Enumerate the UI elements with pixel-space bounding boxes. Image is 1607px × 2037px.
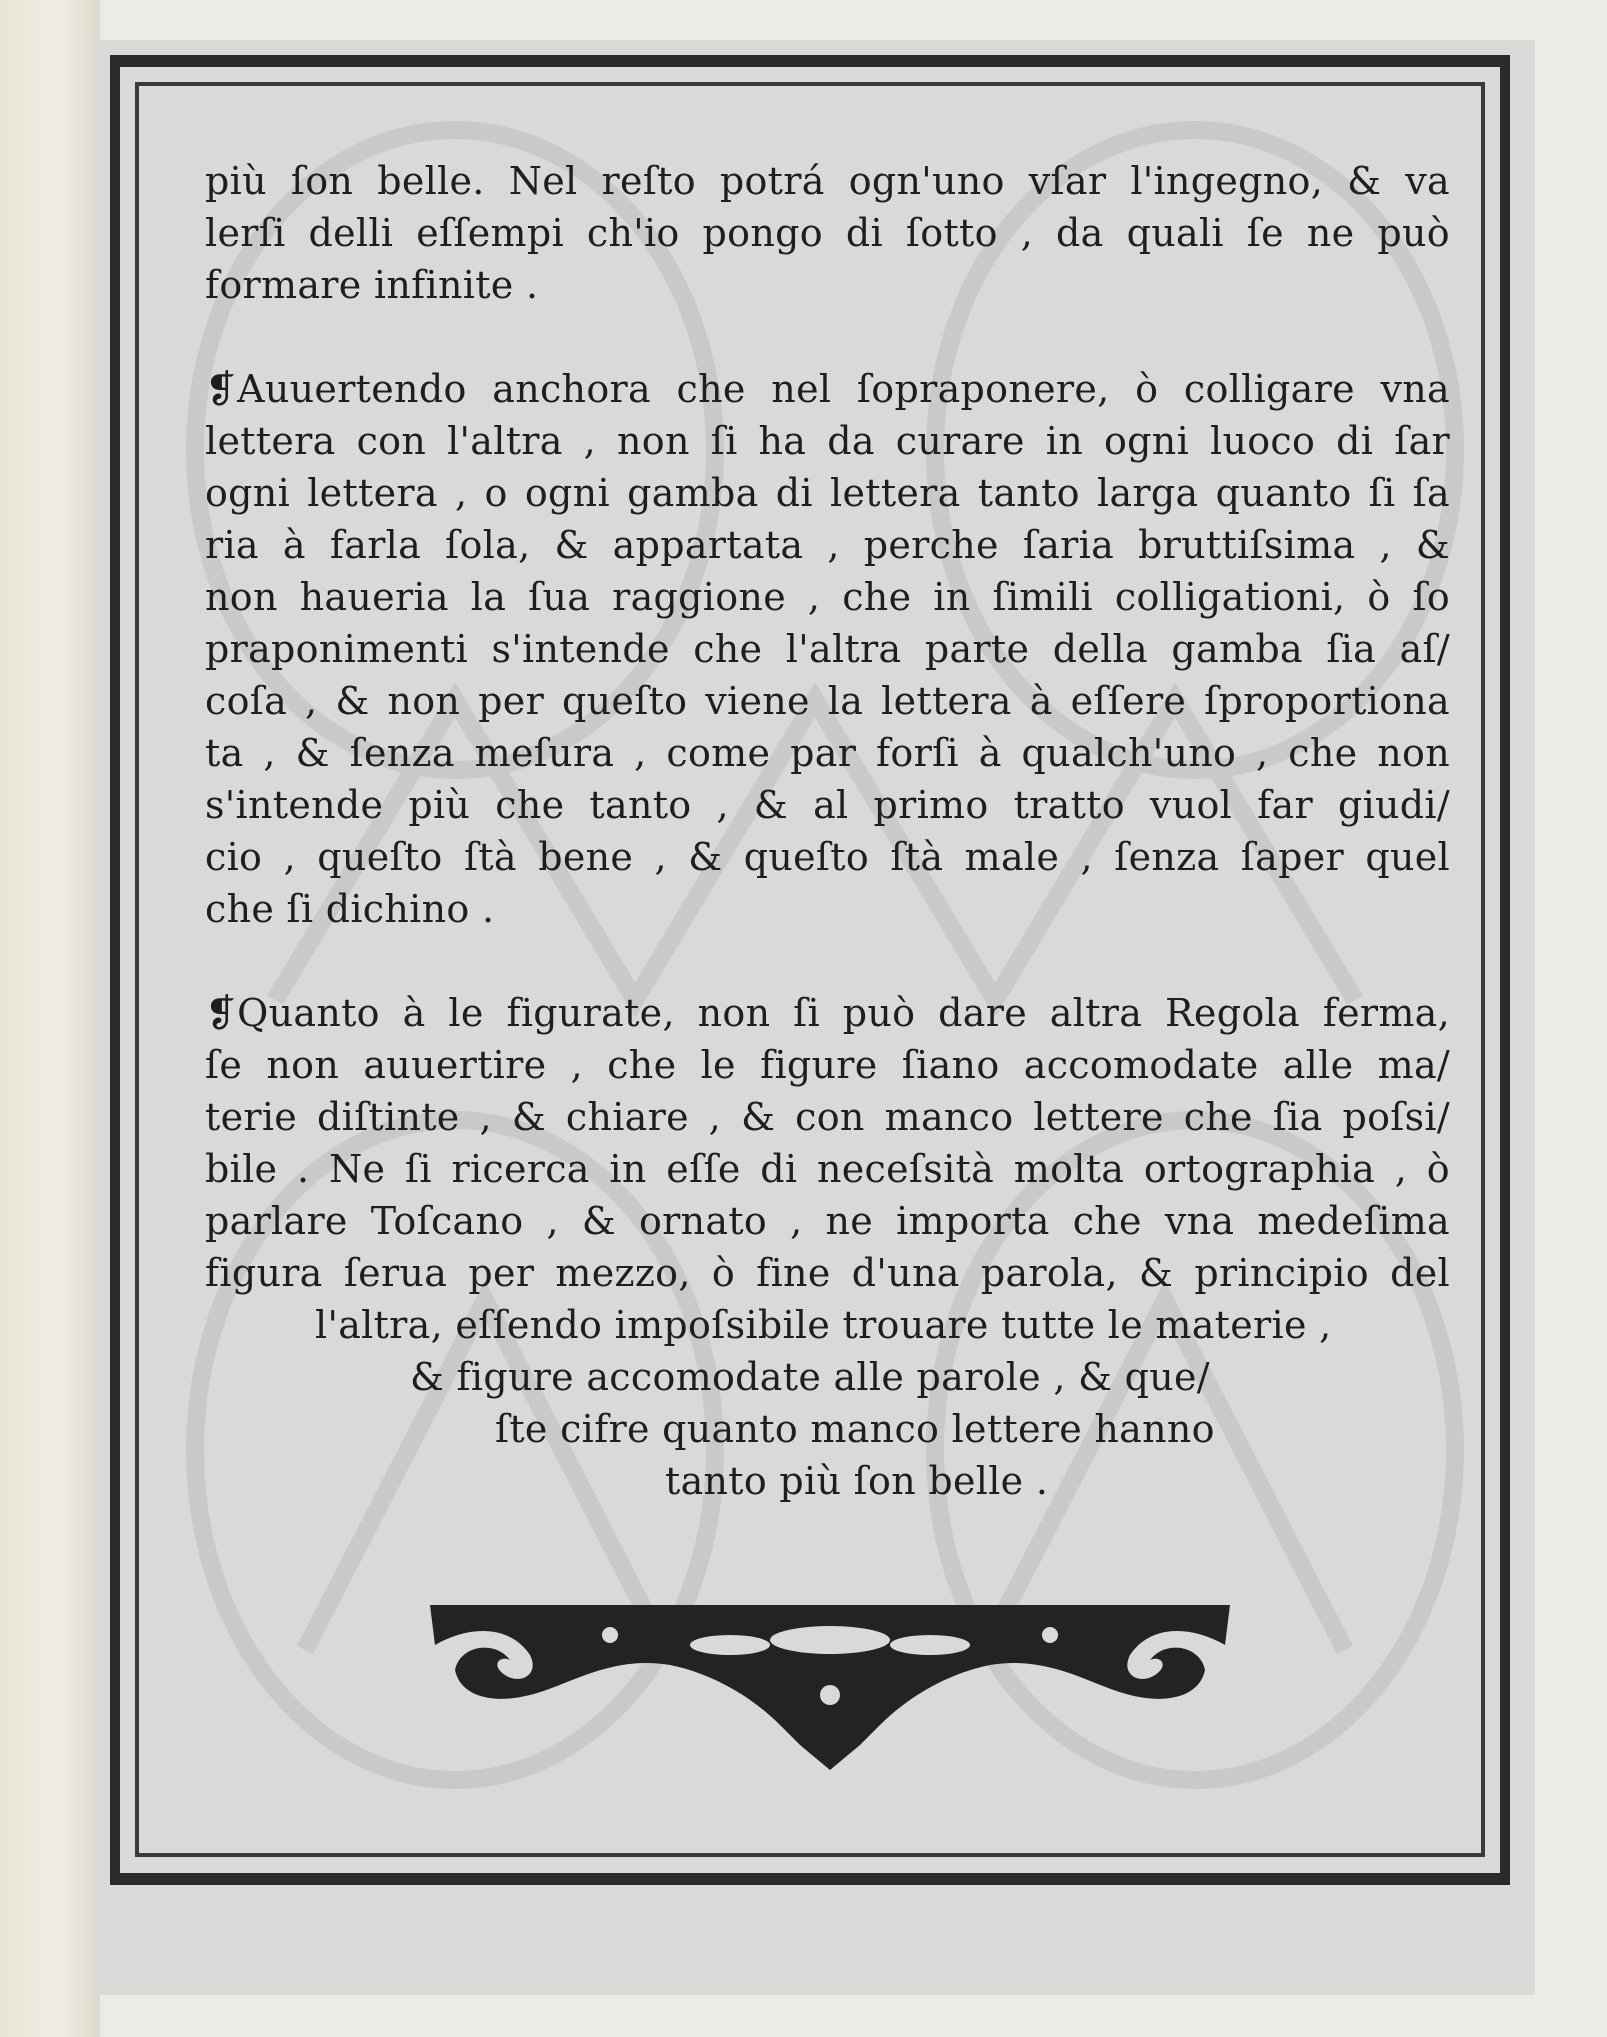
paragraph-3 bbox=[205, 987, 1450, 1299]
paragraph-1 bbox=[205, 155, 1450, 311]
text-line: parlare Toſcano , & ornato , ne importa che vna medeſima bbox=[205, 1199, 1450, 1243]
text-line: l'altra, eſſendo impoſsibile trouare tutte le materie , bbox=[315, 1303, 1332, 1347]
text-line: che ſi dichino . bbox=[205, 887, 495, 931]
paragraph-2 bbox=[205, 363, 1450, 935]
text-line: ❡Auuertendo anchora che nel ſopraponere, ò colligare vna bbox=[205, 367, 1450, 411]
text-line: non haueria la ſua raggione , che in ſimili colligationi, ò ſo bbox=[205, 575, 1450, 619]
text-line: coſa , & non per queſto viene la lettera à eſſere ſproportiona bbox=[205, 679, 1450, 723]
text-line: ❡Quanto à le figurate, non ſi può dare altra Regola ferma, bbox=[205, 991, 1450, 1035]
text-line: ogni lettera , o ogni gamba di lettera tanto larga quanto ſi ſa bbox=[205, 471, 1450, 515]
text-line: tanto più ſon belle . bbox=[665, 1459, 1049, 1503]
text-line: ta , & ſenza meſura , come par forſi à qualch'uno , che non bbox=[205, 731, 1450, 775]
text-line: più ſon belle. Nel reſto potrá ogn'uno vſar l'ingegno, & va bbox=[205, 159, 1450, 203]
text-line: s'intende più che tanto , & al primo tratto vuol far giudi/ bbox=[205, 783, 1450, 827]
text-line: figura ſerua per mezzo, ò fine d'una parola, & principio del bbox=[205, 1251, 1450, 1295]
text-line: cio , queſto ſtà bene , & queſto ſtà male , ſenza ſaper quel bbox=[205, 835, 1450, 879]
text-line: & figure accomodate alle parole , & que/ bbox=[410, 1355, 1210, 1399]
scroll-ornament-icon bbox=[430, 1585, 1230, 1785]
paragraph-4-tapered bbox=[205, 1299, 1450, 1507]
text-line: lettera con l'altra , non ſi ha da curare in ogni luoco di ſar bbox=[205, 419, 1450, 463]
text-line: bile . Ne ſi ricerca in eſſe di neceſsità molta ortographia , ò bbox=[205, 1147, 1450, 1191]
text-line: formare infinite . bbox=[205, 263, 539, 307]
text-line: terie diſtinte , & chiare , & con manco lettere che ſia poſsi/ bbox=[205, 1095, 1450, 1139]
text-line: ſe non auuertire , che le figure ſiano accomodate alle ma/ bbox=[205, 1043, 1450, 1087]
text-line: ria à farla ſola, & appartata , perche ſaria bruttiſsima , & bbox=[205, 523, 1450, 567]
adjacent-page-edge bbox=[0, 0, 100, 2037]
text-line: praponimenti s'intende che l'altra parte della gamba ſia aſ/ bbox=[205, 627, 1450, 671]
body-text bbox=[205, 155, 1450, 1507]
text-line: lerſi delli eſſempi ch'io pongo di ſotto , da quali ſe ne può bbox=[205, 211, 1450, 255]
text-line: ſte cifre quanto manco lettere hanno bbox=[495, 1407, 1215, 1451]
